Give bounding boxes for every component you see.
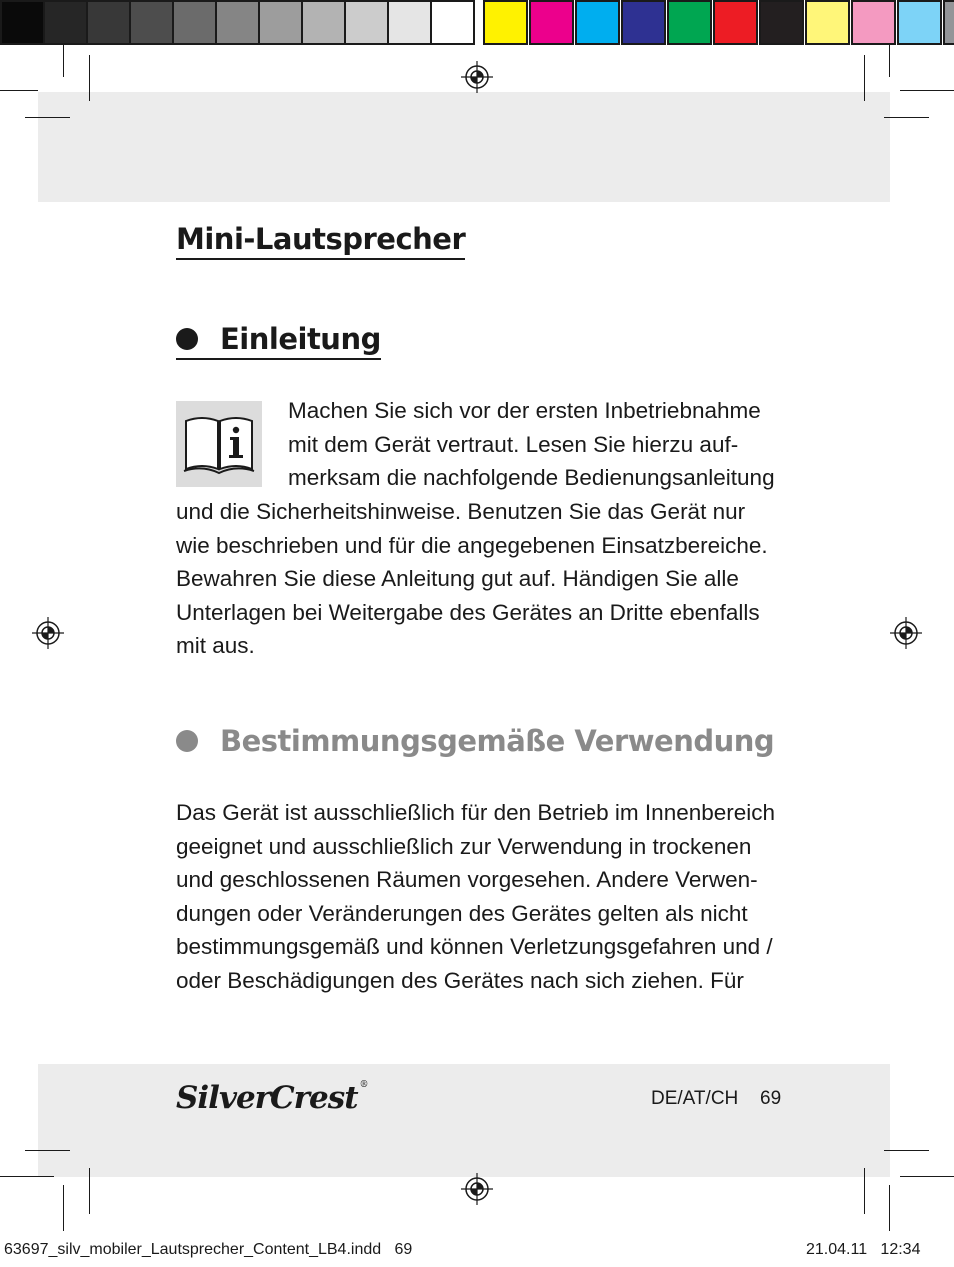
color-swatch: [759, 0, 804, 45]
intro-paragraph: [176, 495, 768, 663]
info-book-icon: [176, 401, 262, 487]
color-swatch: [387, 0, 430, 45]
crop-mark: [889, 1185, 890, 1231]
color-swatch: [667, 0, 712, 45]
text-line: dungen oder Veränderungen des Gerätes gelten als nicht: [176, 900, 748, 926]
crop-mark: [89, 55, 90, 101]
section-heading-einleitung: [176, 322, 381, 360]
crop-mark: [864, 1168, 865, 1214]
registration-mark-icon: [890, 617, 922, 649]
color-swatch: [529, 0, 574, 45]
color-swatch: [172, 0, 215, 45]
text-line: merksam die nachfolgende Bedienungsanleitung: [288, 465, 775, 491]
section-heading-verwendung: [176, 724, 774, 758]
registration-mark-icon: [461, 61, 493, 93]
page-title: Mini-Lautsprecher: [176, 222, 465, 260]
color-swatch: [129, 0, 172, 45]
bullet-dot-icon: [176, 328, 198, 350]
text-line: Machen Sie sich vor der ersten Inbetriebnahme: [288, 398, 761, 423]
crop-mark: [0, 1176, 54, 1177]
color-swatch: [575, 0, 620, 45]
color-swatch: [430, 0, 475, 45]
crop-mark: [900, 1176, 954, 1177]
text-line: geeignet und ausschließlich zur Verwendung in trockenen: [176, 833, 752, 859]
crop-mark: [25, 1150, 70, 1151]
slug-datetime: 21.04.11 12:34: [806, 1241, 921, 1258]
text-line: und geschlossenen Räumen vorgesehen. Andere Verwen-: [176, 867, 758, 893]
color-swatch: [851, 0, 896, 45]
text-line: Unterlagen bei Weitergabe des Gerätes an Dritte ebenfalls: [176, 599, 760, 625]
text-line: Bewahren Sie diese Anleitung gut auf. Händigen Sie alle: [176, 566, 739, 592]
color-calibration-bar: [483, 0, 954, 45]
color-swatch: [301, 0, 344, 45]
text-line: oder Beschädigungen des Gerätes nach sich ziehen. Für: [176, 967, 744, 993]
color-swatch: [621, 0, 666, 45]
bullet-dot-icon: [176, 730, 198, 752]
usage-paragraph: [176, 796, 775, 998]
page-number: 69: [760, 1088, 782, 1109]
color-swatch: [43, 0, 86, 45]
crop-mark: [63, 45, 64, 77]
color-swatch: [215, 0, 258, 45]
crop-mark: [0, 90, 38, 91]
logo-text: SilverCrest: [176, 1080, 358, 1116]
color-swatch: [344, 0, 387, 45]
registered-mark: ®: [359, 1080, 368, 1090]
text-line: wie beschrieben und für die angegebenen Einsatzbereiche.: [176, 532, 768, 558]
footer-band: [38, 1064, 890, 1177]
text-line: und die Sicherheitshinweise. Benutzen Sie das Gerät nur: [176, 499, 746, 524]
crop-mark: [89, 1168, 90, 1214]
region-label: DE/AT/CH: [651, 1088, 739, 1109]
crop-mark: [63, 1185, 64, 1231]
registration-mark-icon: [461, 1173, 493, 1205]
color-swatch: [897, 0, 942, 45]
color-swatch: [805, 0, 850, 45]
intro-wrapped-paragraph: [288, 394, 775, 495]
header-band: [38, 92, 890, 202]
crop-mark: [884, 1150, 929, 1151]
section-heading-text: Einleitung: [220, 322, 381, 356]
color-swatch: [713, 0, 758, 45]
crop-mark: [884, 117, 929, 118]
grayscale-calibration-bar: [0, 0, 475, 45]
text-line: mit aus.: [176, 633, 255, 659]
section-heading-text: Bestimmungsgemäße Verwendung: [220, 724, 775, 758]
color-swatch: [86, 0, 129, 45]
crop-mark: [25, 117, 70, 118]
color-swatch: [483, 0, 528, 45]
color-swatch: [258, 0, 301, 45]
brand-logo: [176, 1080, 368, 1116]
slug-filename: 63697_silv_mobiler_Lautsprecher_Content_LB4.indd 69: [4, 1241, 413, 1258]
crop-mark: [889, 45, 890, 77]
registration-mark-icon: [32, 617, 64, 649]
text-line: bestimmungsgemäß und können Verletzungsgefahren und /: [176, 934, 773, 960]
color-swatch: [943, 0, 954, 45]
crop-mark: [864, 55, 865, 101]
crop-mark: [900, 90, 954, 91]
text-line: Das Gerät ist ausschließlich für den Betrieb im Innenbereich: [176, 800, 776, 825]
text-line: mit dem Gerät vertraut. Lesen Sie hierzu auf-: [288, 431, 739, 457]
color-swatch: [0, 0, 43, 45]
